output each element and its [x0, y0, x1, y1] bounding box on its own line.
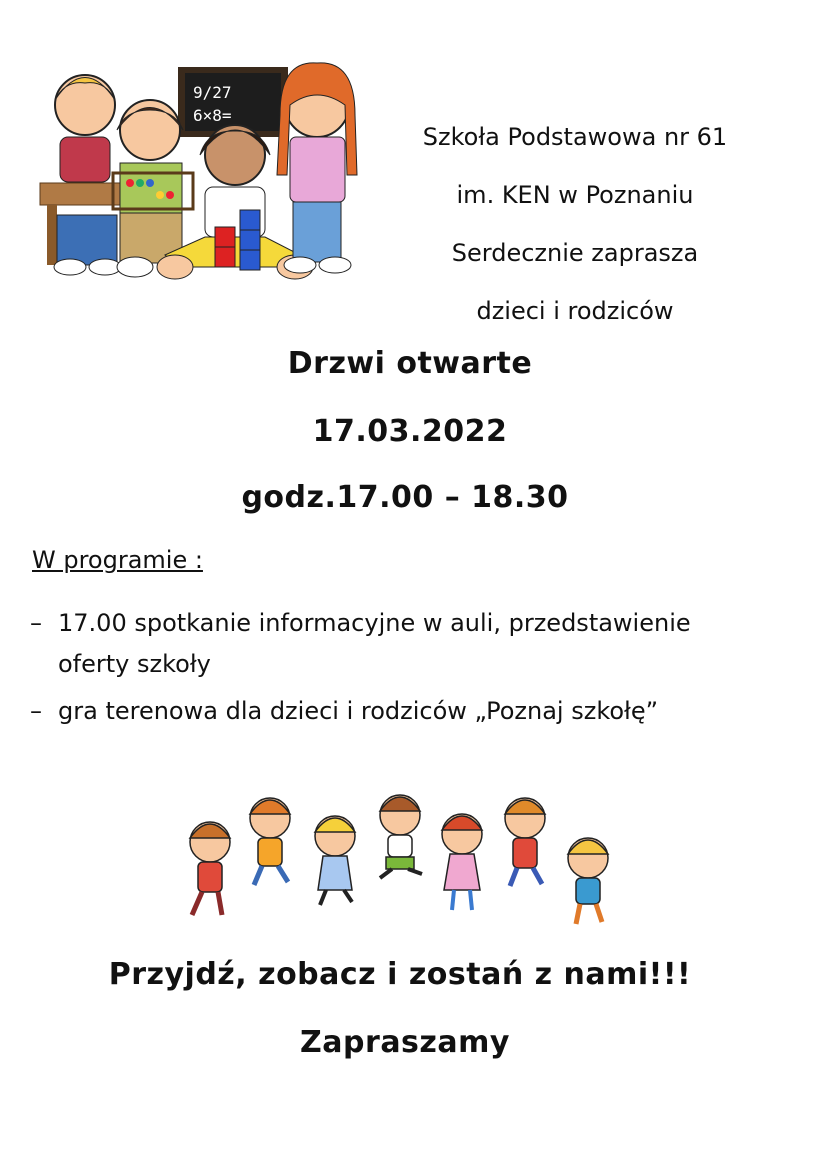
- program-item: [30, 691, 790, 732]
- event-time: godz.17.00 – 18.30: [241, 480, 569, 515]
- child-figure: [442, 814, 482, 910]
- list-dash: –: [30, 609, 42, 637]
- child-figure: [315, 816, 355, 905]
- invite-line: Serdecznie zaprasza: [451, 239, 699, 267]
- school-info: [380, 108, 770, 340]
- child-figure: [568, 838, 608, 924]
- chalkboard-text-1: 9/27: [193, 83, 232, 102]
- jumping-children-illustration: [180, 790, 630, 930]
- child-figure: [250, 798, 290, 885]
- program-item-text-cont: oferty szkoły: [58, 650, 211, 678]
- closing-text: Zapraszamy: [300, 1025, 510, 1060]
- slogan: Przyjdź, zobacz i zostań z nami!!!: [108, 957, 692, 992]
- child-figure: [380, 795, 422, 878]
- child-figure: [505, 798, 545, 886]
- school-patron: im. KEN w Poznaniu: [456, 181, 694, 209]
- event-title: Drzwi otwarte: [287, 346, 533, 381]
- program-item-text: 17.00 spotkanie informacyjne w auli, przedstawienie: [58, 609, 691, 637]
- event-date: 17.03.2022: [312, 414, 508, 449]
- program-item: [30, 603, 790, 685]
- program-heading: W programie :: [32, 546, 203, 574]
- program-item-text: gra terenowa dla dzieci i rodziców „Poznaj szkołę”: [58, 697, 659, 725]
- list-dash: –: [30, 697, 42, 725]
- school-name: Szkoła Podstawowa nr 61: [422, 123, 728, 151]
- audience-line: dzieci i rodziców: [476, 297, 674, 325]
- chalkboard-text-2: 6×8=: [193, 106, 232, 125]
- child-figure: [190, 822, 230, 915]
- classroom-children-illustration: [35, 55, 360, 290]
